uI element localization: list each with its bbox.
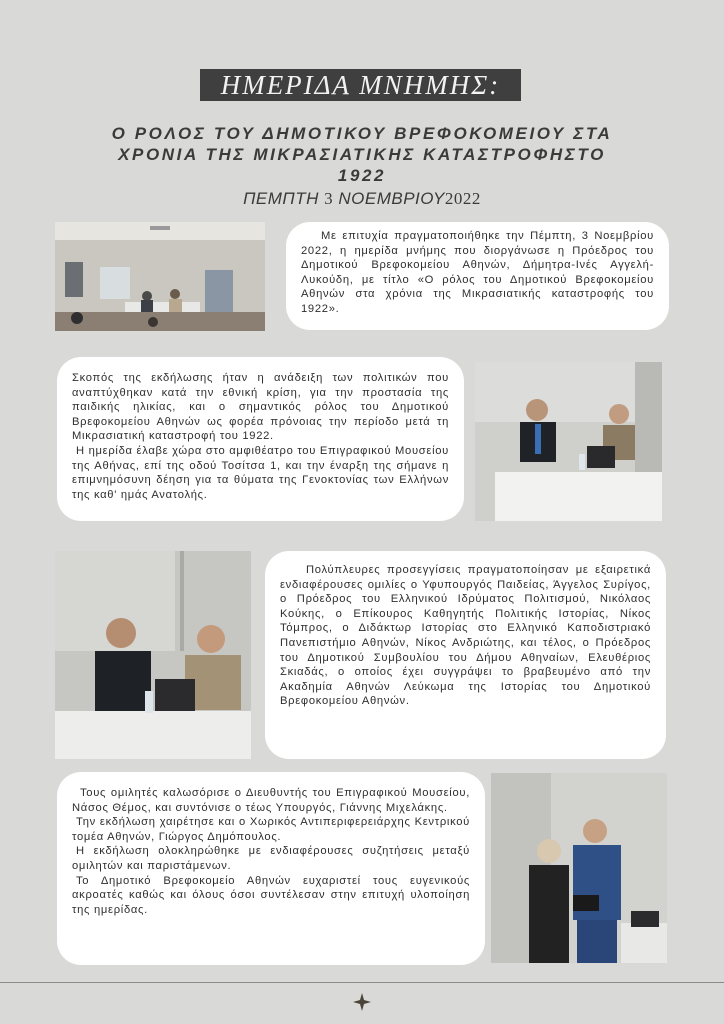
purpose-text-card	[57, 357, 464, 521]
intro-paragraph: Με επιτυχία πραγματοποιήθηκε την Πέμπτη, 3 Νοεμβρίου 2022, η ημερίδα μνήμης που διοργάνωσε η Πρόεδρος του Δημοτικού Βρεφοκομείου Αθηνών, Δήμητρα-Ινές Αγγελή-Λυκούδη, με τίτλο «Ο ρόλος του Δημοτικού Βρεφοκομείου Αθηνών στα χρόνια της Μικρασιατικής καταστροφής του 1922».	[301, 230, 654, 315]
closing-paragraph-3: Η εκδήλωση ολοκληρώθηκε με ενδιαφέρουσες συζητήσεις μεταξύ ομιλητών και παριστάμενων.	[72, 845, 470, 872]
closing-paragraph-1: Τους ομιλητές καλωσόρισε ο Διευθυντής του Επιγραφικού Μουσείου, Νάσος Θέμος, και συντόνισε ο τέως Υπουργός, Γιάννης Μιχελάκης.	[72, 787, 470, 814]
title-line-3: 1922	[337, 166, 387, 185]
date-day: 3	[324, 189, 334, 208]
photo-award-presentation	[491, 773, 667, 963]
page-title	[60, 123, 664, 186]
intro-text-card	[286, 222, 669, 330]
date-year: 2022	[444, 189, 481, 208]
date-month: ΝΟΕΜΒΡΙΟΥ	[338, 189, 445, 208]
title-line-2: ΧΡΟΝΙΑ ΤΗΣ ΜΙΚΡΑΣΙΑΤΙΚΗΣ ΚΑΤΑΣΤΡΟΦΗΣΤΟ	[118, 145, 606, 164]
closing-paragraph-2: Την εκδήλωση χαιρέτησε και ο Χωρικός Αντιπεριφερειάρχης Κεντρικού τομέα Αθηνών, Γιώργος Δημόπουλος.	[72, 816, 470, 843]
speakers-paragraph: Πολύπλευρες προσεγγίσεις πραγματοποίησαν με εξαιρετικά ενδιαφέρουσες ομιλίες ο Υφυπουργός Παιδείας, Άγγελος Συρίγος, ο Πρόεδρος του Ελληνικού Ιδρύματος Πολιτισμού, Νικόλαος Κούκης, ο Επίκουρος Καθηγητής Πολιτικής Ιστορίας, Νίκος Τόμπρος, ο Διδάκτωρ Ιστορίας στο Ελληνικό Καποδιστριακό Πανεπιστήμιο Αθηνών, Νίκος Ανδριώτης, και τέλος, ο Πρόεδρος του Δημοτικού Συμβουλίου του Δήμου Αθηναίων, Ελευθέριος Σκιαδάς, ο οποίος έχει συγγράψει το βραβευμένο από την Ακαδημία Αθηνών Λεύκωμα της Ιστορίας του Δημοτικού Βρεφοκομείου Αθηνών.	[280, 564, 651, 708]
purpose-paragraph-2: Η ημερίδα έλαβε χώρα στο αμφιθέατρο του Επιγραφικού Μουσείου της Αθήνας, επί της οδού Τοσίτσα 1, και την έναρξη της σήμανε η επιμνημόσυνη δέηση για τα θύματα της Γενοκτονίας των Ελλήνων της καθ' ημάς Ανατολής.	[72, 444, 449, 501]
photo-conference-room	[55, 222, 265, 331]
purpose-paragraph-1: Σκοπός της εκδήλωσης ήταν η ανάδειξη των πολιτικών που αναπτύχθηκαν κατά την εθνική κρίση, για την προστασία της παιδικής ηλικίας, και ο σημαντικός ρόλος του Δημοτικού Βρεφοκομείου Αθηνών ως φορέα πρόνοιας την περίοδο μετά τη Μικρασιατική καταστροφή του 1922.	[72, 372, 449, 443]
banner-heading: ΗΜΕΡΙΔΑ ΜΝΗΜΗΣ:	[200, 69, 521, 101]
title-line-1: Ο ΡΟΛΟΣ ΤΟΥ ΔΗΜΟΤΙΚΟΥ ΒΡΕΦΟΚΟΜΕΙΟΥ ΣΤΑ	[111, 124, 613, 143]
closing-paragraph-4: Το Δημοτικό Βρεφοκομείο Αθηνών ευχαριστεί τους ευγενικούς ακροατές καθώς και όλους όσοι συντέλεσαν στην επιτυχή υλοποίηση της ημερίδας.	[72, 874, 470, 916]
photo-speakers-table	[475, 362, 662, 521]
closing-text-card	[57, 772, 485, 965]
event-date	[60, 189, 664, 209]
speakers-text-card	[265, 551, 666, 759]
date-weekday: ΠΕΜΠΤΗ	[243, 189, 319, 208]
photo-speakers-closeup	[55, 551, 251, 759]
four-point-star-icon	[352, 992, 372, 1012]
footer-divider	[0, 982, 724, 983]
